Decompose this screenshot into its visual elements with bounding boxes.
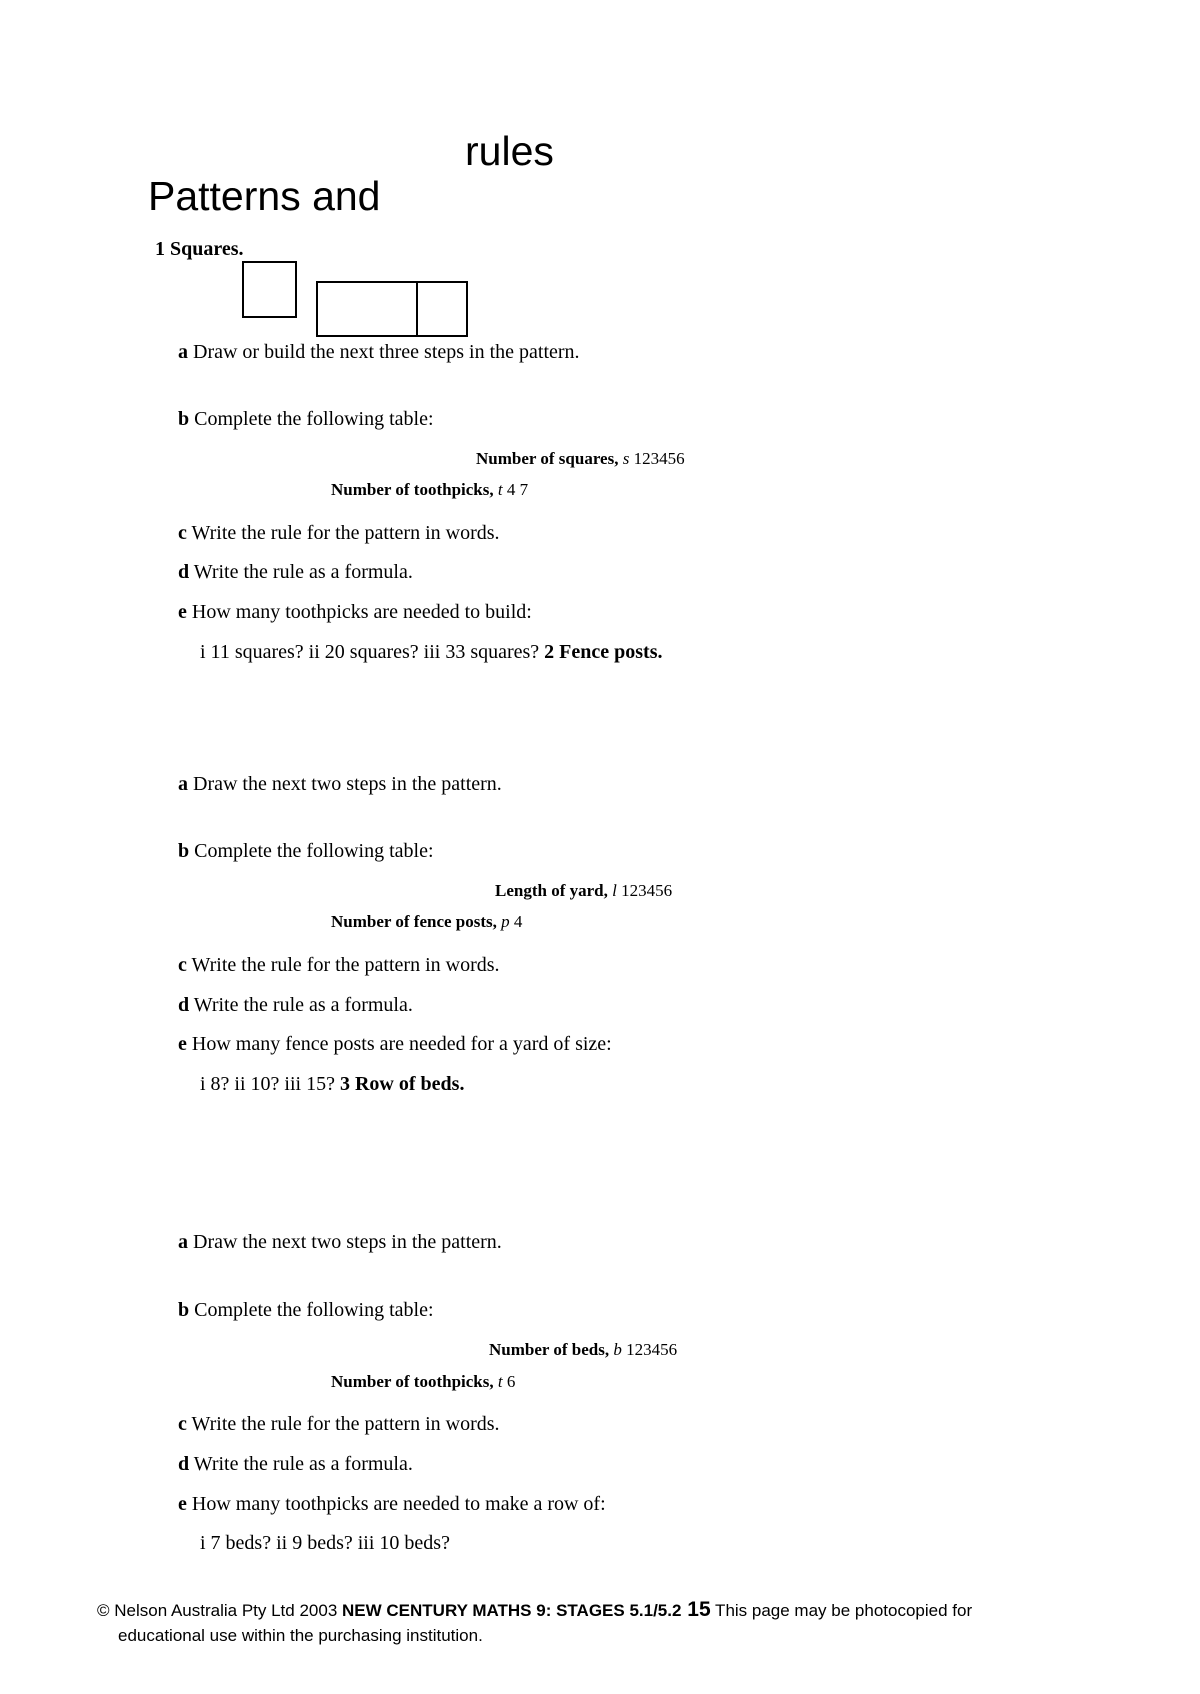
q3-part-b: b Complete the following table: [178,1299,434,1321]
double-square-shape [316,281,468,337]
single-square-shape [242,261,297,318]
q2-part-e: e How many fence posts are needed for a yard of size: [178,1033,612,1055]
q1-part-d: d Write the rule as a formula. [178,561,413,583]
q1-part-b: b Complete the following table: [178,408,434,430]
q2-part-d: d Write the rule as a formula. [178,994,413,1016]
footer-note-2: educational use within the purchasing institution. [118,1626,483,1645]
q2-part-c: c Write the rule for the pattern in words. [178,954,500,976]
q3-table-row-1: Number of beds, b 123456 [489,1340,678,1359]
q1-part-e: e How many toothpicks are needed to build: [178,601,532,623]
q3-part-a: a Draw the next two steps in the pattern. [178,1231,502,1253]
footer-page-number: 15 [681,1598,711,1621]
q1-part-e-items: i 11 squares? ii 20 squares? iii 33 squares? 2 Fence posts. [200,641,663,663]
title-line-2: Patterns and [148,173,381,219]
q2-table-row-1: Length of yard, l 123456 [495,881,673,900]
q2-part-b: b Complete the following table: [178,840,434,862]
footer [97,1598,972,1623]
q1-part-c: c Write the rule for the pattern in words. [178,522,500,544]
q1-heading: 1 Squares. [155,238,244,260]
q3-part-c: c Write the rule for the pattern in words. [178,1413,500,1435]
q3-part-e: e How many toothpicks are needed to make a row of: [178,1493,606,1515]
q1-table-row-1: Number of squares, s 123456 [476,449,685,468]
q3-part-e-items: i 7 beds? ii 9 beds? iii 10 beds? [200,1532,450,1554]
q2-part-a: a Draw the next two steps in the pattern. [178,773,502,795]
q3-part-d: d Write the rule as a formula. [178,1453,413,1475]
footer-note-1: This page may be photocopied for [710,1601,973,1620]
q2-table-row-2: Number of fence posts, p 4 [331,912,523,931]
q3-table-row-2: Number of toothpicks, t 6 [331,1372,516,1391]
title-line-1: rules [465,128,554,174]
q2-part-e-items: i 8? ii 10? iii 15? 3 Row of beds. [200,1073,465,1095]
q1-part-a: a Draw or build the next three steps in the pattern. [178,341,580,363]
footer-book-title: NEW CENTURY MATHS 9: STAGES 5.1/5.2 [342,1601,682,1620]
footer-copyright: © Nelson Australia Pty Ltd 2003 [97,1601,342,1620]
double-square-divider [416,281,418,337]
q1-table-row-2: Number of toothpicks, t 4 7 [331,480,529,499]
